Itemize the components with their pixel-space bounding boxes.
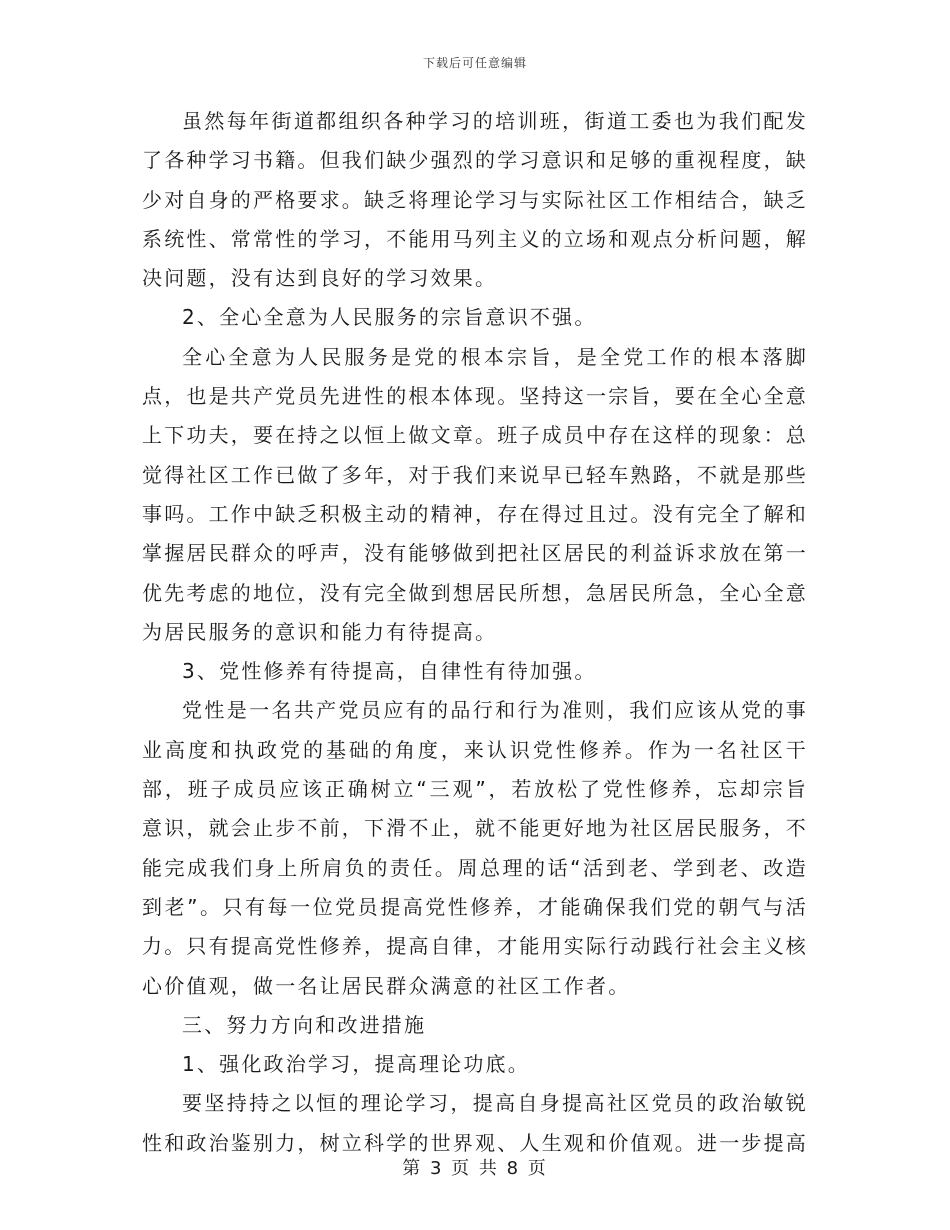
paragraph: 要坚持持之以恒的理论学习，提高自身提高社区党员的政治敏锐性和政治鉴别力，树立科学的世界观、人生观和价值观。进一步提高 <box>142 1091 808 1155</box>
paragraph: 虽然每年街道都组织各种学习的培训班，街道工委也为我们配发了各种学习书籍。但我们缺少强烈的学习意识和足够的重视程度，缺少对自身的严格要求。缺乏将理论学习与实际社区工作相结合，缺乏系统性、常常性的学习，不能用马列主义的立场和观点分析问题，解决问题，没有达到良好的学习效果。 <box>142 109 808 291</box>
paragraph: 全心全意为人民服务是党的根本宗旨，是全党工作的根本落脚点，也是共产党员先进性的根本体现。坚持这一宗旨，要在全心全意上下功夫，要在持之以恒上做文章。班子成员中存在这样的现象：总觉得社区工作已做了多年，对于我们来说早已轻车熟路，不就是那些事吗。工作中缺乏积极主动的精神，存在得过且过。没有完全了解和掌握居民群众的呼声，没有能够做到把社区居民的利益诉求放在第一优先考虑的地位，没有完全做到想居民所想，急居民所急，全心全意为居民服务的意识和能力有待提高。 <box>142 344 808 644</box>
document-body <box>142 102 808 1163</box>
paragraph: 党性是一名共产党员应有的品行和行为准则，我们应该从党的事业高度和执政党的基础的角度，来认识党性修养。作为一名社区干部，班子成员应该正确树立“三观”，若放松了党性修养，忘却宗旨意识，就会止步不前，下滑不止，就不能更好地为社区居民服务，不能完成我们身上所肩负的责任。周总理的话“活到老、学到老、改造到老”。只有每一位党员提高党性修养，才能确保我们党的朝气与活力。只有提高党性修养，提高自律，才能用实际行动践行社会主义核心价值观，做一名让居民群众满意的社区工作者。 <box>142 698 808 998</box>
section-heading: 1、强化政治学习，提高理论功底。 <box>182 1052 530 1077</box>
page-number: 第 3 页 共 8 页 <box>402 1158 548 1179</box>
section-heading: 2、全心全意为人民服务的宗旨意识不强。 <box>182 305 597 330</box>
section-heading: 三、努力方向和改进措施 <box>182 1012 427 1037</box>
page-header-note: 下载后可任意编辑 <box>422 56 527 70</box>
section-heading: 3、党性修养有待提高，自律性有待加强。 <box>182 659 597 684</box>
